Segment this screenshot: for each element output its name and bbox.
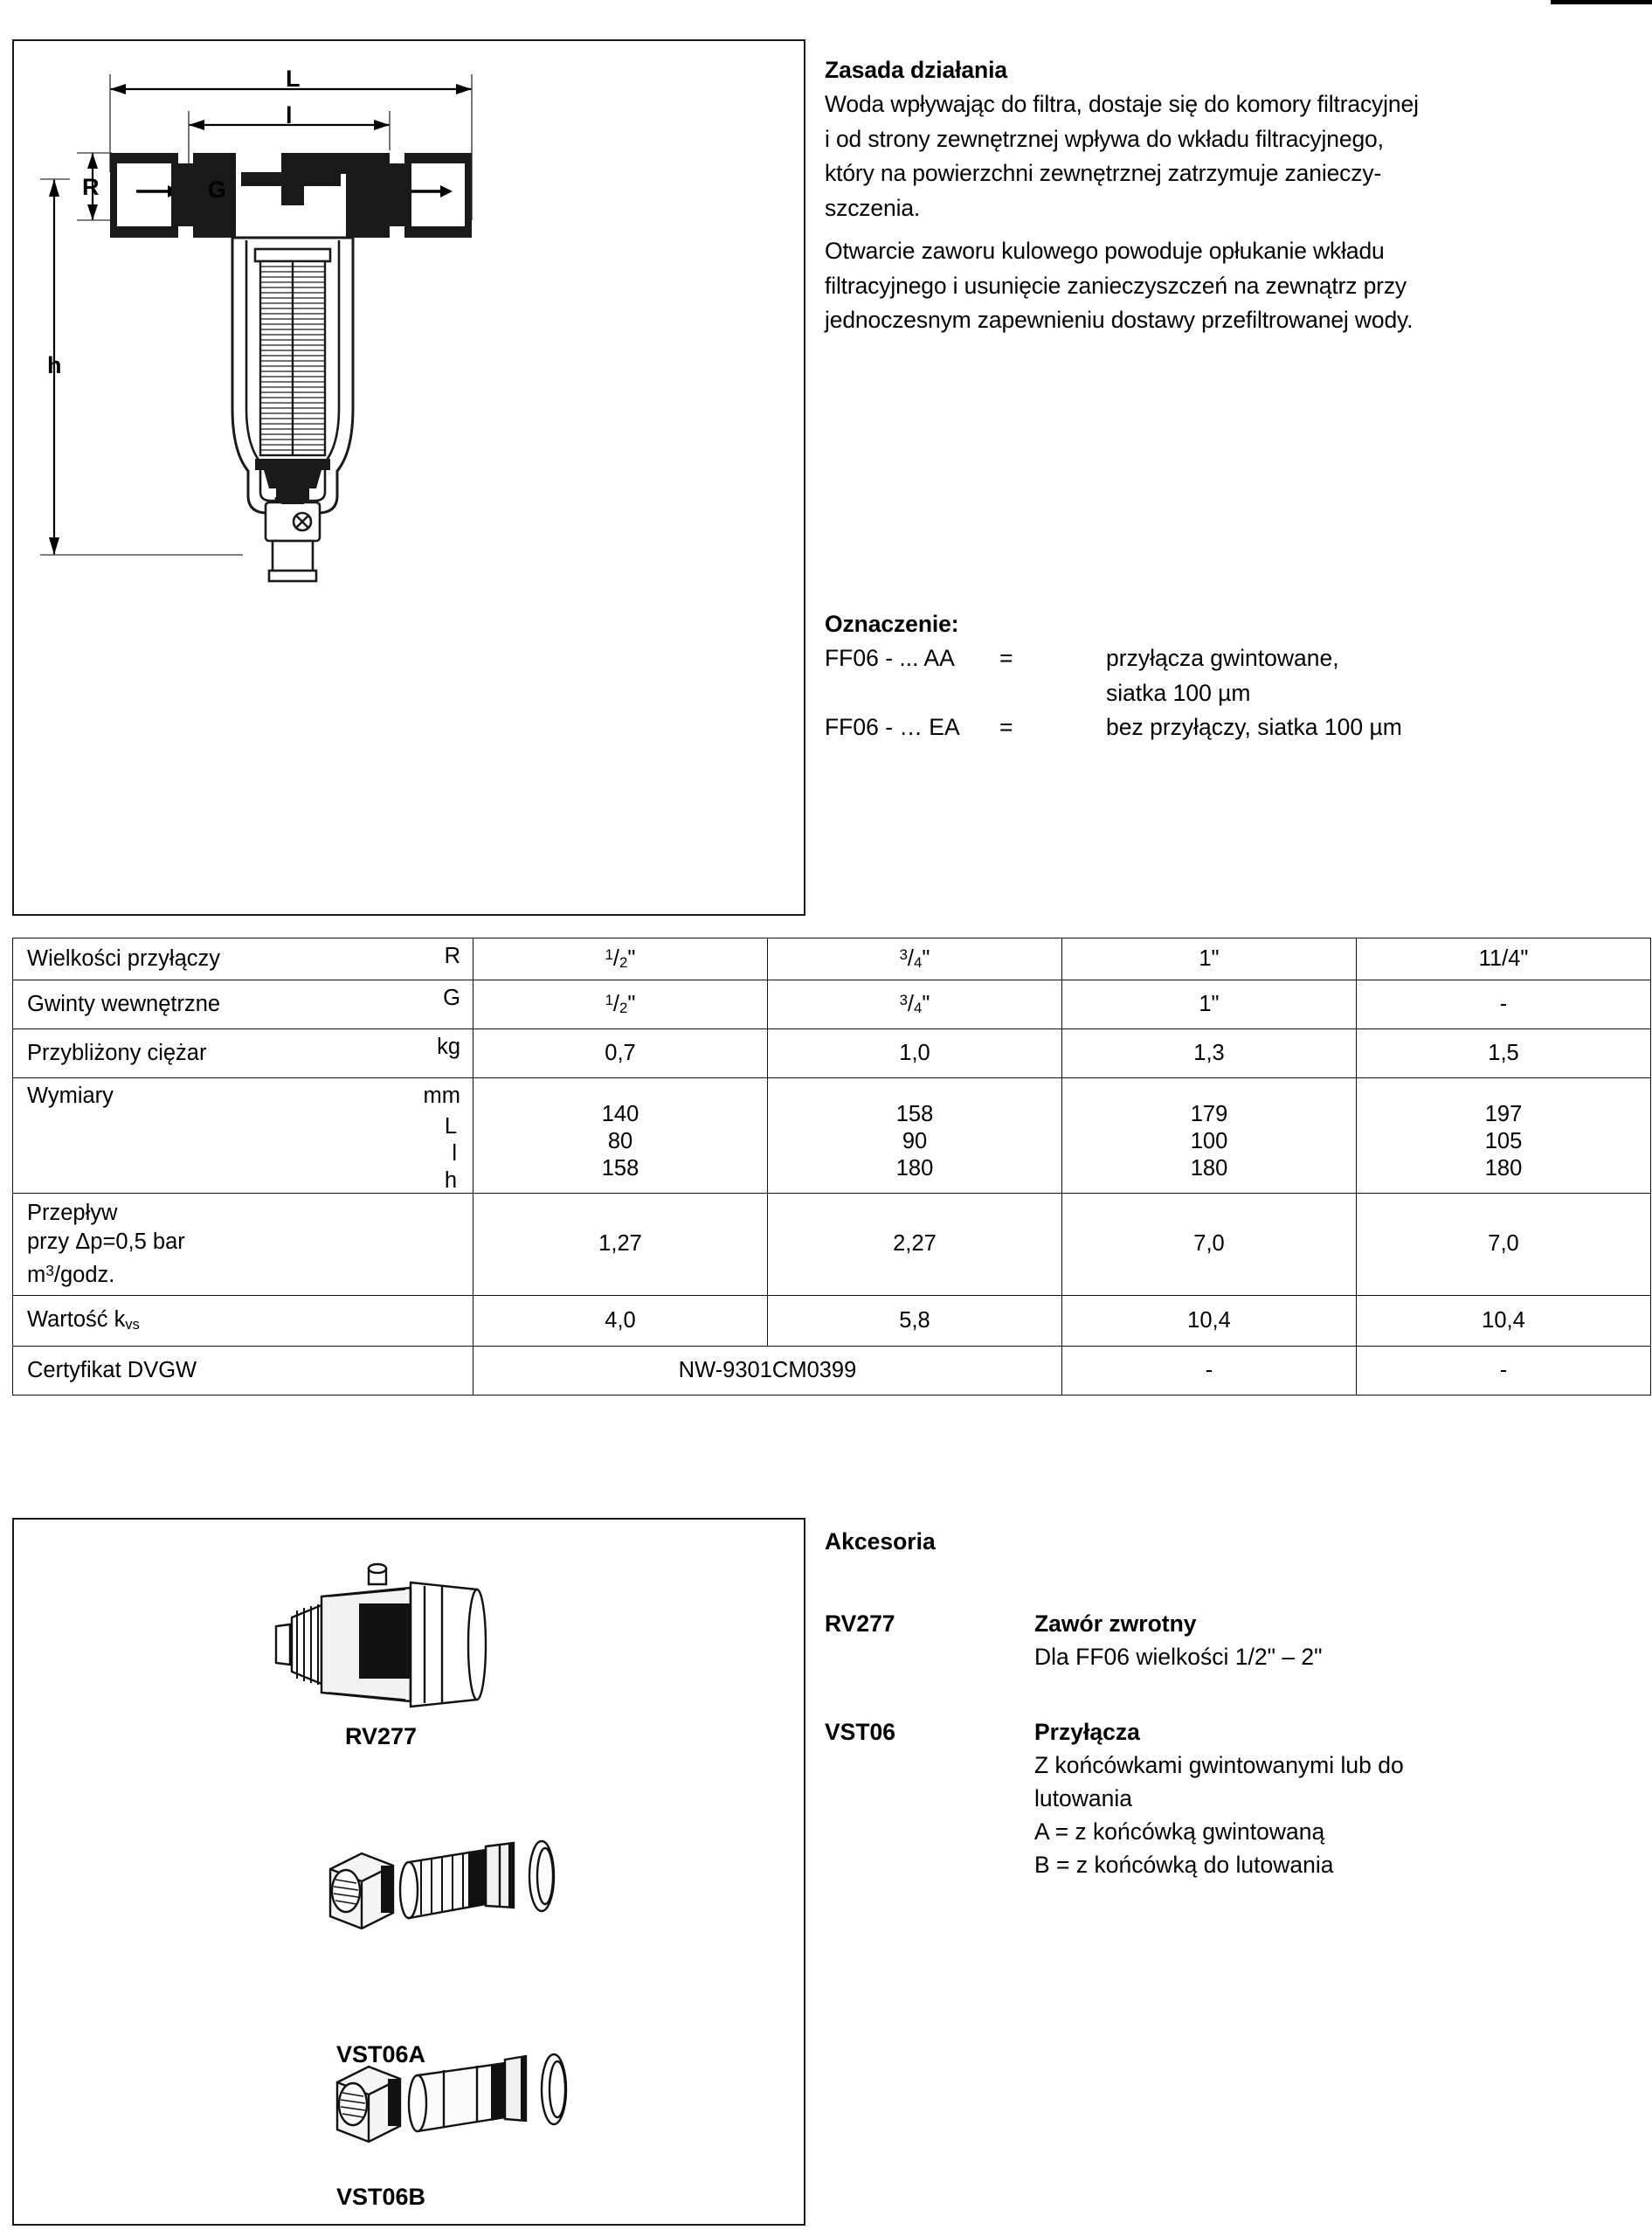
dimension-l-value: 90 (902, 1129, 928, 1153)
table-row (13, 1194, 1651, 1296)
cell-weight-3: 1,3 (1062, 1029, 1357, 1078)
principle-title: Zasada działania (825, 57, 1008, 83)
accessory-title-vst06: Przyłącza (1034, 1719, 1140, 1745)
dimension-sub-unit-l: l (452, 1141, 457, 1166)
cell-dvgw-none-2: - (1357, 1346, 1651, 1395)
filter-drawing-box (12, 39, 805, 916)
accessory-code-rv277: RV277 (825, 1610, 895, 1637)
accessory-desc-vst06-line4: B = z końcówką do lutowania (1034, 1852, 1334, 1878)
principle-p1-line4: szczenia. (825, 194, 921, 221)
dimension-h-value: 180 (895, 1156, 934, 1181)
row-unit-text: G (443, 986, 460, 1010)
cell-r-threequarter: $^3/_4$" (768, 938, 1062, 980)
dimension-sub-unit-h: h (444, 1168, 457, 1193)
cell-dimensions-2 (768, 1078, 1062, 1194)
accessories-heading: Akcesoria (825, 1528, 936, 1555)
cell-dimensions-3 (1062, 1078, 1357, 1194)
fraction-denominator: 2 (619, 1000, 628, 1017)
flow-label-line2: przy Δp=0,5 bar (27, 1229, 185, 1254)
cell-kvs-1: 4,0 (473, 1295, 768, 1346)
row-label-dimensions (13, 1078, 473, 1194)
cell-g-none: - (1357, 980, 1651, 1029)
row-unit-text: mm (423, 1084, 460, 1108)
accessory-title-rv277: Zawór zwrotny (1034, 1610, 1197, 1637)
cell-g-threequarter: $^3/_4$" (768, 980, 1062, 1029)
designation-block (825, 607, 1611, 745)
dimension-sub-unit-L: L (444, 1114, 457, 1139)
cell-weight-1: 0,7 (473, 1029, 768, 1078)
designation-row-aa-cont (825, 676, 1611, 711)
cell-r-half: $^1/_2$" (473, 938, 768, 980)
accessory-desc-rv277-line1: Dla FF06 wielkości 1/2" – 2" (1034, 1644, 1323, 1670)
cell-dimensions-4 (1357, 1078, 1651, 1194)
designation-value-aa: przyłącza gwintowane, (1106, 645, 1339, 671)
dimension-label-h: h (47, 352, 62, 378)
top-rule (1551, 0, 1652, 4)
row-label-connection-sizes (13, 938, 473, 980)
row-label-text: Gwinty wewnętrzne (27, 992, 221, 1016)
designation-eq-ea: = (999, 714, 1013, 740)
dimension-label-l: l (286, 102, 293, 128)
cell-dvgw-cert: NW-9301CM0399 (473, 1346, 1062, 1395)
row-unit-text: R (444, 944, 460, 968)
fraction-denominator: 2 (619, 954, 628, 972)
principle-p1-line2: i od strony zewnętrznej wpływa do wkładu filtracyjnego, (825, 125, 1384, 152)
row-label-text: Wymiary (27, 1084, 114, 1108)
principle-p2-line2: filtracyjnego i usunięcie zanieczyszczeń na zewnątrz przy (825, 272, 1407, 299)
cell-weight-4: 1,5 (1357, 1029, 1651, 1078)
row-label-kvs: Wartość $k_{vs}$ (13, 1295, 473, 1346)
principle-p1-line1: Woda wpływając do filtra, dostaje się do komory filtracyjnej (825, 91, 1419, 117)
row-label-flow (13, 1194, 473, 1296)
designation-eq-aa: = (999, 645, 1013, 671)
cell-kvs-4: 10,4 (1357, 1295, 1651, 1346)
paragraph-gap (825, 225, 1611, 234)
dimension-label-R: R (82, 174, 100, 200)
row-label-text: Wielkości przyłączy (27, 946, 221, 971)
flow-label-line3: $m^3$/godz. (27, 1262, 115, 1287)
accessory-desc-vst06-line2: lutowania (1034, 1785, 1132, 1811)
dimension-L-value: 158 (895, 1102, 934, 1126)
fraction-numerator: 1 (605, 991, 613, 1008)
table-row (13, 980, 1651, 1029)
dimension-L-value: 140 (601, 1102, 639, 1126)
fraction-numerator: 1 (605, 945, 613, 963)
principle-p1-line3: który na powierzchni zewnętrznej zatrzymuje zanieczy- (825, 160, 1382, 186)
accessory-code-vst06: VST06 (825, 1719, 896, 1745)
dimension-h-value: 158 (601, 1156, 639, 1181)
row-label-internal-threads (13, 980, 473, 1029)
cell-flow-1: 1,27 (473, 1194, 768, 1296)
designation-row-aa (825, 641, 1611, 676)
dimension-l-value: 100 (1190, 1129, 1228, 1153)
cell-g-half: $^1/_2$" (473, 980, 768, 1029)
principle-p2-line3: jednoczesnym zapewnieniu dostawy przefiltrowanej wody. (825, 307, 1414, 333)
specifications-table (12, 938, 1651, 1396)
cell-weight-2: 1,0 (768, 1029, 1062, 1078)
flow-label-line1: Przepływ (27, 1201, 118, 1225)
cell-kvs-3: 10,4 (1062, 1295, 1357, 1346)
accessory-caption-rv277: RV277 (344, 1723, 418, 1749)
dimension-L-value: 179 (1190, 1102, 1228, 1126)
dimension-h-value: 180 (1190, 1156, 1228, 1181)
fraction-denominator: 4 (914, 1000, 923, 1017)
accessory-desc-vst06-line1: Z końcówkami gwintowanymi lub do (1034, 1752, 1404, 1778)
designation-code-aa: FF06 - ... AA (825, 645, 955, 671)
cell-dvgw-none-1: - (1062, 1346, 1357, 1395)
designation-value-aa-line2: siatka 100 µm (1106, 679, 1251, 706)
accessory-item-vst06 (825, 1715, 1611, 1881)
dimension-label-G: G (208, 177, 227, 203)
filter-cutaway-drawing (14, 41, 804, 914)
cell-r-oneandquarter: 11/4" (1357, 938, 1651, 980)
designation-row-ea (825, 710, 1611, 745)
fraction-denominator: 4 (914, 954, 923, 972)
cell-kvs-2: 5,8 (768, 1295, 1062, 1346)
fraction-numerator: 3 (899, 991, 908, 1008)
inch-mark: " (627, 992, 636, 1017)
table-row (13, 1078, 1651, 1194)
principle-description (825, 53, 1611, 338)
accessory-desc-vst06-line3: A = z końcówką gwintowaną (1034, 1818, 1325, 1845)
cell-flow-3: 7,0 (1062, 1194, 1357, 1296)
row-label-text: Certyfikat DVGW (27, 1357, 197, 1382)
principle-p2-line1: Otwarcie zaworu kulowego powoduje opłukanie wkładu (825, 238, 1385, 264)
cell-flow-4: 7,0 (1357, 1194, 1651, 1296)
cell-flow-2: 2,27 (768, 1194, 1062, 1296)
row-label-weight (13, 1029, 473, 1078)
dimension-h-value: 180 (1484, 1156, 1523, 1181)
dimension-l-value: 80 (607, 1129, 633, 1153)
table-row (13, 1346, 1651, 1395)
cell-g-one: 1" (1062, 980, 1357, 1029)
row-label-text: Przybliżony ciężar (27, 1041, 207, 1065)
designation-title: Oznaczenie: (825, 611, 959, 637)
vst06a-illustration (330, 1841, 554, 1929)
dimension-sub-units (445, 1113, 457, 1195)
dimension-l-value: 105 (1484, 1129, 1523, 1153)
table-row (13, 1029, 1651, 1078)
dimension-L-value: 197 (1484, 1102, 1523, 1126)
inch-mark: " (922, 946, 930, 972)
accessory-item-rv277 (825, 1607, 1611, 1673)
row-label-dvgw (13, 1346, 473, 1395)
fraction-numerator: 3 (899, 945, 908, 963)
accessories-illustrations (14, 1520, 804, 2224)
accessory-caption-vst06a: VST06A (335, 2041, 426, 2067)
cell-r-one: 1" (1062, 938, 1357, 980)
section-accessories (12, 1518, 1624, 2226)
cell-dimensions-1 (473, 1078, 768, 1194)
inch-mark: " (627, 946, 636, 972)
accessories-image-box (12, 1518, 805, 2226)
accessories-text-column (825, 1527, 1611, 1881)
inch-mark: " (922, 992, 930, 1017)
table-row (13, 1295, 1651, 1346)
section-principle (12, 39, 1624, 913)
row-unit-text: kg (437, 1035, 460, 1059)
designation-code-ea: FF06 - … EA (825, 714, 960, 740)
designation-value-ea: bez przyłączy, siatka 100 µm (1106, 714, 1402, 740)
accessory-caption-vst06b: VST06B (335, 2184, 426, 2210)
table-row (13, 938, 1651, 980)
dimension-label-L: L (286, 66, 301, 92)
